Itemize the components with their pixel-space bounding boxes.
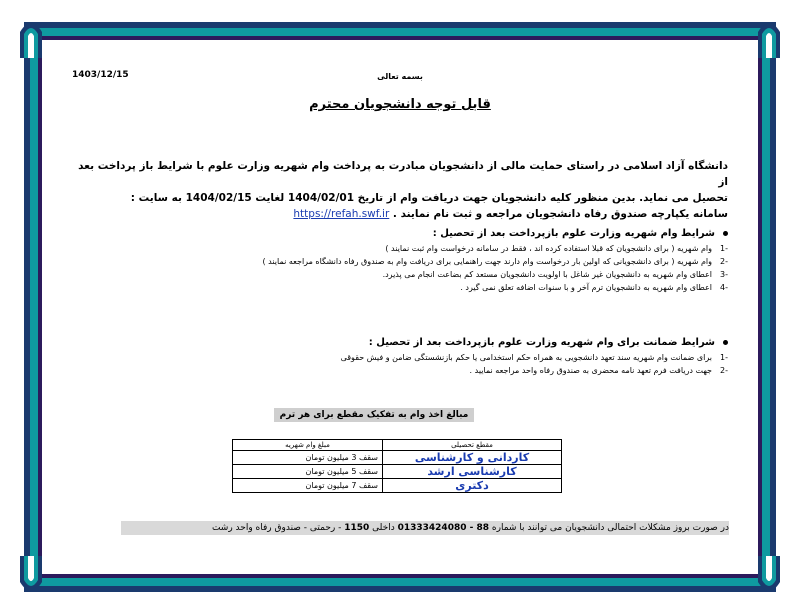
- document-date: 1403/12/15: [72, 70, 129, 80]
- arch-ornament-icon: [756, 556, 782, 600]
- table-row: [233, 479, 562, 493]
- document-paper: [42, 40, 758, 574]
- intro-paragraph: [70, 158, 728, 222]
- grade-cell: دکتری: [383, 479, 562, 493]
- arch-ornament-icon: [756, 14, 782, 58]
- bullet-icon: [723, 340, 728, 345]
- bismillah-heading: بسمه تعالی: [377, 72, 423, 81]
- list-item: -4اعطای وام شهریه به دانشجویان ترم آخر و با سنوات اضافه تعلق نمی گیرد .: [460, 283, 728, 292]
- footer-text-b: داخلی: [372, 523, 395, 533]
- amount-cell: سقف 3 میلیون تومان: [233, 451, 383, 465]
- guarantee-conditions-heading: شرایط ضمانت برای وام شهریه وزارت علوم بازپرداخت بعد از تحصیل :: [70, 335, 728, 351]
- list-item: -2جهت دریافت فرم تعهد نامه محضری به صندوق رفاه واحد مراجعه نمایید .: [469, 366, 728, 375]
- list-item: -1برای ضمانت وام شهریه سند تعهد دانشجویی به همراه حکم استخدامی یا حکم بازنشستگی ضامن و فیش حقوقی: [340, 353, 728, 362]
- notice-title: قابل توجه دانشجویان محترم: [309, 97, 491, 112]
- amount-cell: سقف 7 میلیون تومان: [233, 479, 383, 493]
- table-row: [233, 451, 562, 465]
- intro-line-3-text: سامانه یکپارچه صندوق رفاه دانشجویان مراجعه و ثبت نام نمایند .: [392, 208, 728, 220]
- arch-ornament-icon: [18, 14, 44, 58]
- contact-footer: [121, 521, 729, 535]
- footer-extension: 1150: [344, 523, 370, 533]
- column-header-amount: مبلغ وام شهریه: [233, 440, 383, 451]
- footer-text-a: در صورت بروز مشکلات احتمالی دانشجویان می توانند با شماره: [491, 523, 729, 533]
- refah-site-link[interactable]: https://refah.swf.ir: [293, 208, 390, 220]
- footer-text-c: - رحمتی - صندوق رفاه واحد رشت: [211, 523, 342, 533]
- grade-cell: کاردانی و کارشناسی: [383, 451, 562, 465]
- list-item: -1وام شهریه ( برای دانشجویان که قبلا استفاده کرده اند ، فقط در سامانه درخواست وام ثبت نمایند ): [385, 244, 728, 253]
- loan-conditions-heading: شرایط وام شهریه وزارت علوم بازپرداخت بعد از تحصیل :: [70, 226, 728, 242]
- intro-line-1: دانشگاه آزاد اسلامی در راستای حمایت مالی از دانشجویان مبادرت به پرداخت وام شهریه وزارت علوم با شرایط باز پرداخت بعد از: [78, 160, 728, 188]
- list-item: -3اعطای وام شهریه به دانشجویان غیر شاغل با اولویت دانشجویان مستعد کم بضاعت انجام می پذیرد.: [382, 270, 728, 279]
- bullet-icon: [723, 231, 728, 236]
- grade-cell: کارشناسی ارشد: [383, 465, 562, 479]
- table-header-row: [233, 440, 562, 451]
- table-row: [233, 465, 562, 479]
- footer-phone: 88 - 01333424080: [397, 523, 490, 533]
- arch-ornament-icon: [18, 556, 44, 600]
- amounts-title: مبالغ اخذ وام به تفکیک مقطع برای هر ترم: [274, 408, 474, 422]
- intro-line-2: تحصیل می نماید. بدین منظور کلیه دانشجویان جهت دریافت وام از تاریخ 1404/02/01 لغایت 1404/02/15 به سایت :: [130, 192, 728, 204]
- intro-line-3: [70, 206, 728, 222]
- list-item: -2وام شهریه ( برای دانشجویانی که اولین بار درخواست وام دارند جهت راهنمایی برای دریافت وام به صندوق رفاه دانشگاه مراجعه نمایند ): [262, 257, 728, 266]
- column-header-grade: مقطع تحصیلی: [383, 440, 562, 451]
- loan-conditions-section: [70, 226, 728, 294]
- guarantee-conditions-section: [70, 335, 728, 377]
- loan-amounts-table: [232, 439, 562, 493]
- amount-cell: سقف 5 میلیون تومان: [233, 465, 383, 479]
